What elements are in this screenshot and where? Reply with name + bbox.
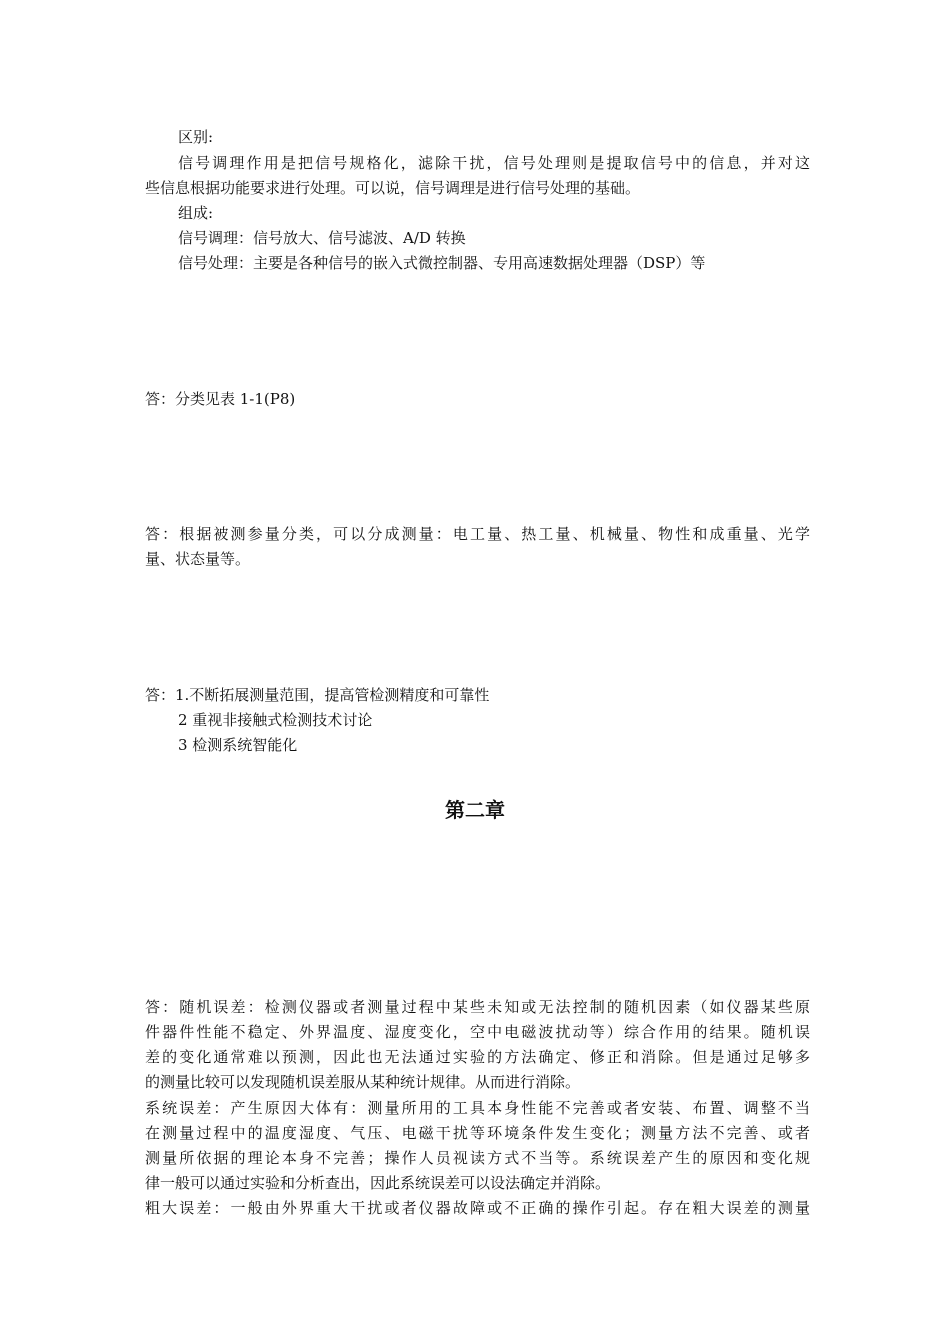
errors-random-line-3: 差的变化通常难以预测，因此也无法通过实验的方法确定、修正和消除。但是通过足够多 <box>145 1048 810 1066</box>
difference-label: 区别: <box>178 128 214 146</box>
errors-random-line-1: 答：随机误差：检测仪器或者测量过程中某些未知或无法控制的随机因素（如仪器某些原 <box>145 998 810 1016</box>
chapter-title: 第二章 <box>445 798 505 822</box>
errors-system-line-4: 律一般可以通过实验和分析查出，因此系统误差可以设法确定并消除。 <box>145 1174 611 1192</box>
errors-system-line-3: 测量所依据的理论本身不完善；操作人员视读方式不当等。系统误差产生的原因和变化规 <box>145 1149 810 1167</box>
answer-quantities-line-2: 量、状态量等。 <box>145 550 251 568</box>
errors-random-line-4: 的测量比较可以发现随机误差服从某种统计规律。从而进行消除。 <box>145 1073 581 1091</box>
difference-text-line-2: 些信息根据功能要求进行处理。可以说，信号调理是进行信号处理的基础。 <box>145 179 641 197</box>
answer-classification: 答：分类见表 1-1(P8) <box>145 390 296 408</box>
composition-conditioning: 信号调理：信号放大、信号滤波、A/D 转换 <box>178 229 466 247</box>
answer-quantities-line-1: 答：根据被测参量分类，可以分成测量：电工量、热工量、机械量、物性和成重量、光学 <box>145 525 810 543</box>
composition-label: 组成: <box>178 204 214 222</box>
answer-trends-line-1: 答：1.不断拓展测量范围，提高管检测精度和可靠性 <box>145 686 490 704</box>
answer-trends-line-3: 3 检测系统智能化 <box>178 736 298 754</box>
composition-processing: 信号处理：主要是各种信号的嵌入式微控制器、专用高速数据处理器（DSP）等 <box>178 254 706 272</box>
errors-system-line-2: 在测量过程中的温度湿度、气压、电磁干扰等环境条件发生变化；测量方法不完善、或者 <box>145 1124 810 1142</box>
errors-gross-line-1: 粗大误差：一般由外界重大干扰或者仪器故障或不正确的操作引起。存在粗大误差的测量 <box>145 1199 810 1217</box>
errors-random-line-2: 件器件性能不稳定、外界温度、湿度变化，空中电磁波扰动等）综合作用的结果。随机误 <box>145 1023 810 1041</box>
difference-text-line-1: 信号调理作用是把信号规格化，滤除干扰，信号处理则是提取信号中的信息，并对这 <box>178 154 810 172</box>
errors-system-line-1: 系统误差：产生原因大体有：测量所用的工具本身性能不完善或者安装、布置、调整不当 <box>145 1099 810 1117</box>
answer-trends-line-2: 2 重视非接触式检测技术讨论 <box>178 711 373 729</box>
